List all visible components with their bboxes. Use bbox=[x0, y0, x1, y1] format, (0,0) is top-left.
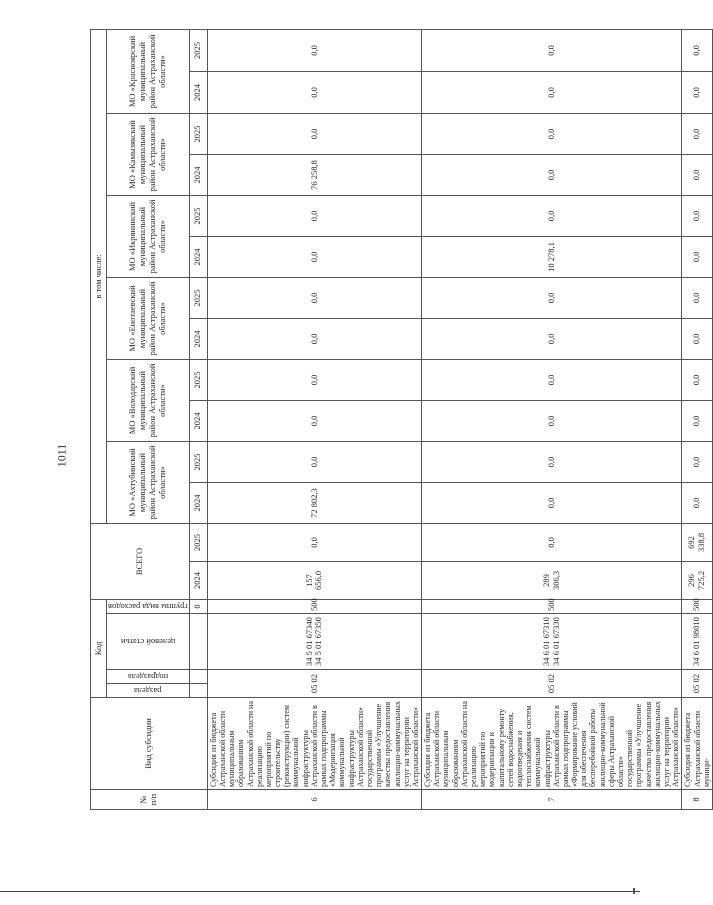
mo6-2025: 0,0 bbox=[207, 29, 421, 71]
mo2-2025: 0,0 bbox=[207, 359, 421, 400]
header-type: Вид субсидии bbox=[91, 698, 208, 790]
total-2024: 157 656,0 bbox=[207, 561, 421, 599]
year-mo6-2024: 2024 bbox=[189, 71, 207, 113]
target-code: 34 6 01 67330 bbox=[550, 617, 561, 666]
mo3-2024: 0,0 bbox=[422, 318, 682, 359]
row-desc: Субсидия из бюджета Астраханской области муниципальным образованиям Астраханской области на реализацию мероприятий по модернизации и капитальному ремонту сетей водоснабжения, водоотведения и теплоснабжения систем коммунальной инфраструктуры Астраханской области в рамках подпрограммы «Формирование условий для обеспечения бесперебойной работы жилищно-коммунальной сферы Астраханской области» государственной программы «Улучшение качества предоставления жилищно-коммунальных услуг на территории Астраханской области» bbox=[422, 698, 682, 790]
mo1-2024: 72 802,3 bbox=[207, 482, 421, 523]
target-code: 34 5 01 67340 bbox=[303, 617, 314, 666]
mo6-2025: 0,0 bbox=[682, 29, 713, 71]
header-group-value: 0 bbox=[189, 599, 207, 613]
row-section: 05 02 bbox=[682, 670, 713, 698]
row-desc: Субсидия из бюджета Астраханской области муниципальным образованиям Астраханской области на реализацию мероприятий по строительству (реконструкции) систем коммунальной инфраструктуры Астраханской области в рамках подпрограммы «Модернизация коммунальной инфраструктуры Астраханской области» государственной программы «Улучшение качества предоставления жилищно-коммунальных услуг на территории Астраханской области» bbox=[207, 698, 421, 790]
table-row-6 bbox=[207, 29, 421, 809]
header-subsection-blank bbox=[189, 670, 207, 684]
year-mo4-2024: 2024 bbox=[189, 236, 207, 277]
mo6-2024: 0,0 bbox=[422, 71, 682, 113]
year-mo2-2024: 2024 bbox=[189, 400, 207, 441]
target-code: 34 6 01 67310 bbox=[540, 617, 551, 666]
mo3-2024: 0,0 bbox=[207, 318, 421, 359]
year-mo5-2024: 2024 bbox=[189, 154, 207, 195]
target-code: 34 6 01 98010 bbox=[691, 617, 702, 666]
row-num: 8 bbox=[682, 790, 713, 810]
mo1-2024: 0,0 bbox=[422, 482, 682, 523]
header-subsection: подраздела bbox=[107, 670, 190, 684]
bottom-rule bbox=[0, 891, 640, 892]
mo4-2025: 0,0 bbox=[682, 195, 713, 236]
year-mo1-2025: 2025 bbox=[189, 441, 207, 482]
row-target bbox=[422, 614, 682, 670]
row-num: 7 bbox=[422, 790, 682, 810]
total-2025: 692 338,8 bbox=[682, 523, 713, 561]
mo5-2024: 76 258,8 bbox=[207, 154, 421, 195]
header-target: целевой статьи bbox=[107, 614, 190, 670]
header-mo-4: МО «Икрянинский муниципальный район Астраханской области» bbox=[107, 195, 190, 277]
mo2-2024: 0,0 bbox=[207, 400, 421, 441]
mo3-2025: 0,0 bbox=[682, 277, 713, 318]
mo4-2024: 0,0 bbox=[682, 236, 713, 277]
year-total-2024: 2024 bbox=[189, 561, 207, 599]
mo2-2025: 0,0 bbox=[422, 359, 682, 400]
rotated-page bbox=[90, 30, 711, 810]
header-mo-6: МО «Красноярский муниципальный район Астраханской области» bbox=[107, 29, 190, 113]
row-group: 500 bbox=[207, 599, 421, 613]
header-expense-group: группы вида расходов bbox=[107, 599, 190, 613]
row-section: 05 02 bbox=[422, 670, 682, 698]
total-2024: 289 306,3 bbox=[422, 561, 682, 599]
mo2-2025: 0,0 bbox=[682, 359, 713, 400]
mo3-2025: 0,0 bbox=[207, 277, 421, 318]
row-group: 500 bbox=[422, 599, 682, 613]
year-total-2025: 2025 bbox=[189, 523, 207, 561]
header-section-blank bbox=[189, 684, 207, 698]
mo2-2024: 0,0 bbox=[422, 400, 682, 441]
table-row-8 bbox=[682, 29, 713, 809]
table-row-7 bbox=[422, 29, 682, 809]
header-mo-2: МО «Володарский муниципальный район Астраханской области» bbox=[107, 359, 190, 441]
mo4-2025: 0,0 bbox=[207, 195, 421, 236]
mo5-2025: 0,0 bbox=[682, 113, 713, 154]
year-mo3-2025: 2025 bbox=[189, 277, 207, 318]
scan-mark bbox=[633, 888, 635, 894]
mo4-2025: 0,0 bbox=[422, 195, 682, 236]
year-mo1-2024: 2024 bbox=[189, 482, 207, 523]
mo4-2024: 10 278,1 bbox=[422, 236, 682, 277]
mo1-2024: 0,0 bbox=[682, 482, 713, 523]
page-number: 1011 bbox=[54, 443, 69, 468]
row-desc: Субсидия из бюджета Астраханской области муници- bbox=[682, 698, 713, 790]
mo3-2025: 0,0 bbox=[422, 277, 682, 318]
year-mo2-2025: 2025 bbox=[189, 359, 207, 400]
year-mo6-2025: 2025 bbox=[189, 29, 207, 71]
subsidy-table bbox=[90, 29, 713, 810]
total-2024: 296 725,2 bbox=[682, 561, 713, 599]
mo5-2025: 0,0 bbox=[422, 113, 682, 154]
row-section: 05 02 bbox=[207, 670, 421, 698]
header-num: № п/п bbox=[91, 790, 208, 810]
header-code: Код bbox=[91, 599, 107, 697]
header-section: раздела bbox=[107, 684, 190, 698]
mo2-2024: 0,0 bbox=[682, 400, 713, 441]
year-mo4-2025: 2025 bbox=[189, 195, 207, 236]
mo1-2025: 0,0 bbox=[422, 441, 682, 482]
mo4-2024: 0,0 bbox=[207, 236, 421, 277]
mo5-2024: 0,0 bbox=[422, 154, 682, 195]
mo6-2024: 0,0 bbox=[682, 71, 713, 113]
header-total: ВСЕГО bbox=[91, 523, 190, 599]
row-target bbox=[682, 614, 713, 670]
total-2025: 0,0 bbox=[422, 523, 682, 561]
header-mo-5: МО «Камызякский муниципальный район Астраханской области» bbox=[107, 113, 190, 195]
year-mo5-2025: 2025 bbox=[189, 113, 207, 154]
mo6-2025: 0,0 bbox=[422, 29, 682, 71]
total-2025: 0,0 bbox=[207, 523, 421, 561]
mo5-2024: 0,0 bbox=[682, 154, 713, 195]
mo1-2025: 0,0 bbox=[682, 441, 713, 482]
target-code: 34 5 01 67350 bbox=[313, 617, 324, 666]
mo6-2024: 0,0 bbox=[207, 71, 421, 113]
mo5-2025: 0,0 bbox=[207, 113, 421, 154]
year-mo3-2024: 2024 bbox=[189, 318, 207, 359]
row-target bbox=[207, 614, 421, 670]
header-target-blank bbox=[189, 614, 207, 670]
header-mo-3: МО «Енотаевский муниципальный район Астраханской области» bbox=[107, 277, 190, 359]
header-incl: в том числе: bbox=[91, 29, 107, 523]
mo1-2025: 0,0 bbox=[207, 441, 421, 482]
mo3-2024: 0,0 bbox=[682, 318, 713, 359]
row-num: 6 bbox=[207, 790, 421, 810]
header-mo-1: МО «Ахтубинский муниципальный район Астраханской области» bbox=[107, 441, 190, 523]
row-group: 500 bbox=[682, 599, 713, 613]
